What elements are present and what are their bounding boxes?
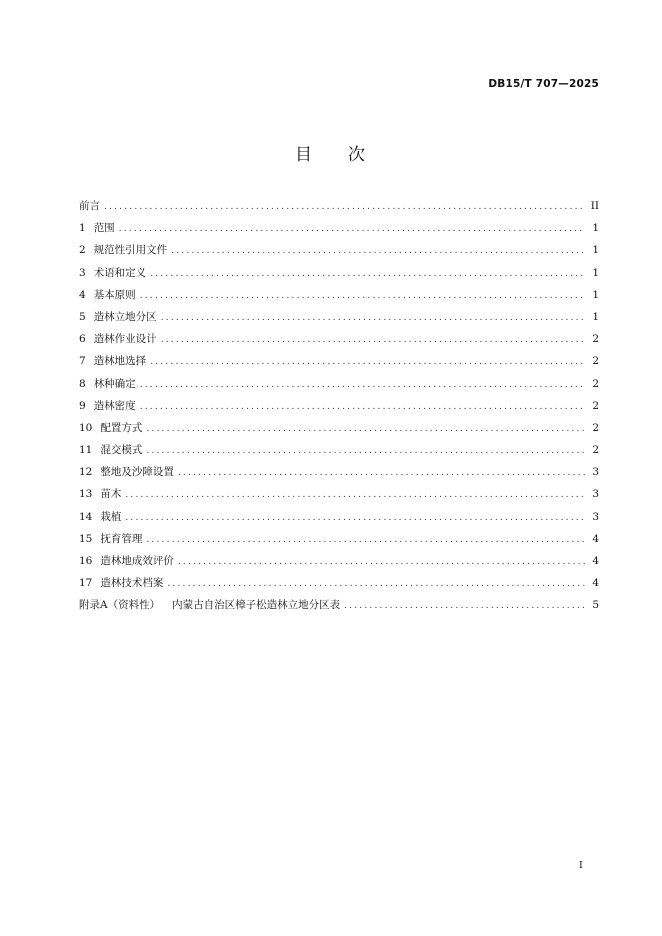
toc-page-number: 2 xyxy=(592,444,599,457)
toc-entry-5[interactable] xyxy=(79,309,599,331)
toc-entry-13[interactable] xyxy=(79,486,599,508)
toc-label: 造林地选择 xyxy=(93,355,147,368)
toc-leader-dots xyxy=(178,468,585,478)
toc-entry-annex-a[interactable] xyxy=(79,597,599,619)
toc-leader-dots xyxy=(146,535,585,545)
toc-entry-10[interactable] xyxy=(79,420,599,442)
toc-label: 栽植 xyxy=(100,510,122,523)
toc-page-number: 1 xyxy=(592,222,599,235)
toc-number: 5 xyxy=(79,310,86,323)
toc-label: 造林技术档案 xyxy=(100,577,164,590)
toc-number: 14 xyxy=(79,510,93,523)
footer-page-number: I xyxy=(579,860,583,871)
toc-page-number: 4 xyxy=(592,532,599,545)
toc-number: 16 xyxy=(79,555,93,567)
toc-entry-9[interactable] xyxy=(79,398,599,420)
toc-page-number: 1 xyxy=(592,288,599,301)
toc-page-number: 3 xyxy=(592,466,599,479)
toc-label: 苗木 xyxy=(100,488,122,501)
toc-leader-dots xyxy=(146,424,585,434)
toc-leader-dots xyxy=(119,224,585,234)
toc-page-number: 2 xyxy=(592,333,599,346)
toc-entry-4[interactable] xyxy=(79,287,599,309)
toc-entry-3[interactable] xyxy=(79,265,599,287)
title-char-2: 次 xyxy=(348,145,367,165)
toc-number: 17 xyxy=(79,577,93,590)
toc-label: 内蒙古自治区樟子松造林立地分区表 xyxy=(172,599,341,612)
toc-number: 3 xyxy=(79,266,86,279)
toc-number: 2 xyxy=(79,244,86,257)
toc-label: 基本原则 xyxy=(93,288,136,301)
toc-page-number: 2 xyxy=(592,355,599,368)
toc-leader-dots xyxy=(178,557,585,567)
toc-page-number: 2 xyxy=(592,421,599,434)
toc-label: 林种确定 xyxy=(93,377,136,390)
toc-label: 范围 xyxy=(93,222,115,235)
toc-entry-17[interactable] xyxy=(79,575,599,597)
toc-page-number: II xyxy=(590,200,599,212)
toc-label: 术语和定义 xyxy=(93,266,147,279)
table-of-contents xyxy=(79,198,599,620)
toc-leader-dots xyxy=(150,269,585,279)
toc-number: 11 xyxy=(79,444,93,457)
toc-number: 13 xyxy=(79,488,93,501)
toc-label: 造林立地分区 xyxy=(93,310,157,323)
toc-number: 4 xyxy=(79,288,86,301)
toc-label: 造林地成效评价 xyxy=(100,555,174,567)
toc-page-number: 3 xyxy=(592,510,599,523)
toc-number: 9 xyxy=(79,399,86,412)
toc-leader-dots xyxy=(161,335,585,345)
toc-number: 10 xyxy=(79,421,93,434)
toc-entry-1[interactable] xyxy=(79,220,599,242)
toc-number: 8 xyxy=(79,377,86,390)
toc-label: 配置方式 xyxy=(100,421,143,434)
toc-entry-12[interactable] xyxy=(79,464,599,486)
toc-leader-dots xyxy=(140,402,585,412)
toc-label: 混交模式 xyxy=(100,444,143,457)
toc-page-number: 1 xyxy=(592,310,599,323)
toc-number: 6 xyxy=(79,333,86,346)
toc-entry-foreword[interactable] xyxy=(79,198,599,220)
toc-page-number: 5 xyxy=(592,599,599,612)
toc-entry-11[interactable] xyxy=(79,442,599,464)
document-code: DB15/T 707—2025 xyxy=(488,78,599,90)
toc-label: 造林密度 xyxy=(93,399,136,412)
toc-label: 造林作业设计 xyxy=(93,333,157,346)
toc-number: 12 xyxy=(79,466,93,479)
toc-page-number: 4 xyxy=(592,577,599,590)
toc-label: 整地及沙障设置 xyxy=(100,466,174,479)
toc-page-number: 1 xyxy=(592,244,599,257)
toc-leader-dots xyxy=(167,579,585,589)
toc-entry-16[interactable] xyxy=(79,553,599,575)
toc-leader-dots xyxy=(140,291,585,301)
toc-page-number: 2 xyxy=(592,399,599,412)
toc-entry-7[interactable] xyxy=(79,353,599,375)
toc-leader-dots xyxy=(140,380,585,390)
toc-annex-prefix: 附录A（资料性） xyxy=(79,599,161,612)
toc-label: 规范性引用文件 xyxy=(93,244,168,257)
toc-entry-2[interactable] xyxy=(79,242,599,264)
toc-page-number: 2 xyxy=(592,377,599,390)
toc-page-number: 4 xyxy=(592,555,599,567)
toc-entry-15[interactable] xyxy=(79,531,599,553)
toc-leader-dots xyxy=(161,313,585,323)
toc-entry-8[interactable] xyxy=(79,376,599,398)
toc-leader-dots xyxy=(150,357,585,367)
toc-leader-dots xyxy=(344,601,585,611)
toc-entry-14[interactable] xyxy=(79,509,599,531)
toc-leader-dots xyxy=(104,202,585,212)
title-char-1: 目 xyxy=(295,145,314,165)
toc-label: 抚育管理 xyxy=(100,532,143,545)
toc-number: 7 xyxy=(79,355,86,368)
toc-page-number: 1 xyxy=(592,266,599,279)
toc-entry-6[interactable] xyxy=(79,331,599,353)
toc-number: 15 xyxy=(79,532,93,545)
toc-number: 1 xyxy=(79,222,86,235)
toc-leader-dots xyxy=(146,446,585,456)
page-title xyxy=(0,140,662,165)
toc-leader-dots xyxy=(171,246,585,256)
toc-page-number: 3 xyxy=(592,488,599,501)
toc-label: 前言 xyxy=(79,200,100,212)
toc-leader-dots xyxy=(125,490,585,500)
toc-leader-dots xyxy=(125,513,585,523)
